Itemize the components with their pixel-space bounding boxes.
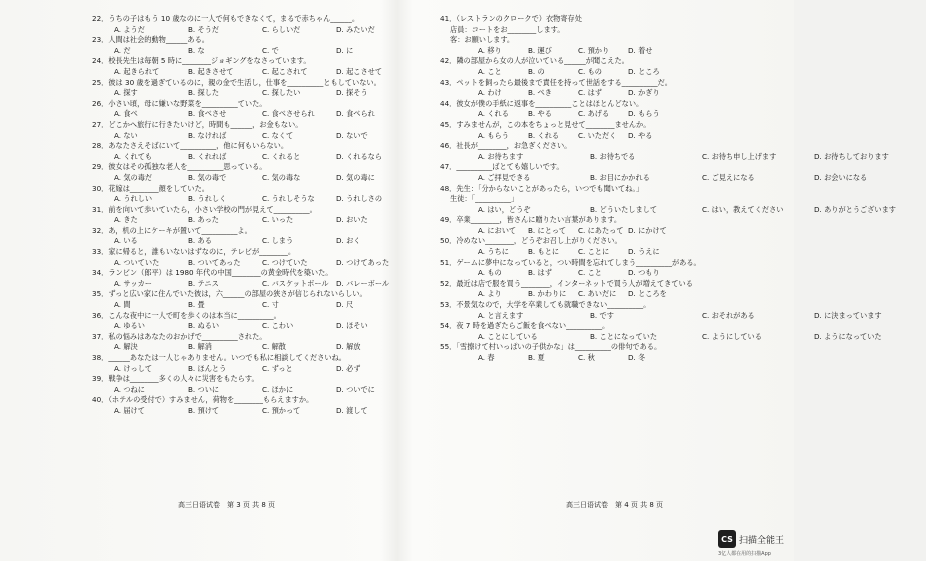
page-footer-right: 高三日语试卷 第 4 页 共 8 页 — [566, 501, 664, 509]
answer-option: A. くれても — [114, 151, 153, 161]
question-dialogue-line: 店員：コートをお________します。 — [450, 24, 565, 34]
answer-option: C. 秋 — [578, 353, 595, 362]
answer-option: B. ほんとう — [188, 363, 227, 373]
answer-option: C. 食べさせられ — [262, 109, 315, 119]
answer-option: C. つけていた — [262, 257, 308, 267]
answer-option: C. 気の毒な — [262, 172, 301, 182]
question-text: 41．（レストランのクロークで）衣物寄存处 — [440, 14, 582, 23]
answer-option: C. あいだに — [578, 289, 617, 299]
answer-option: B. 運び — [528, 45, 552, 55]
answer-option: A. 届けて — [114, 405, 145, 415]
answer-option: A. ゆるい — [114, 321, 145, 331]
answer-options — [92, 46, 410, 57]
question-dialogue-line: 客：お願いします。 — [450, 35, 515, 45]
answer-options — [440, 247, 702, 258]
answer-options — [440, 67, 702, 78]
answer-option: A. お待ちます — [478, 151, 524, 161]
question-text: 22．うちの子はもう 10 歳なのに一人で何もできなくて，まるで赤ちゃん______。 — [92, 14, 360, 23]
answer-option: C. うれしそうな — [262, 194, 315, 204]
answer-options — [92, 364, 410, 375]
answer-option: D. に — [336, 45, 354, 55]
answer-option: D. みたいだ — [336, 24, 375, 34]
answer-option: A. サッカー — [114, 278, 152, 288]
question-text: 48．先生：「分からないことがあったら，いつでも聞いてね。」 — [440, 183, 644, 193]
answer-option: D. お待ちしております — [814, 151, 889, 161]
question-text: 44．彼女が僕の手紙に返事を__________ことはほとんどない。 — [440, 98, 644, 108]
question-text: 27．どこかへ旅行に行きたいけど，時間も______，お金もない。 — [92, 119, 303, 129]
question-text: 33．家に帰ると，誰もいないはずなのに，テレビが________。 — [92, 247, 296, 257]
answer-option: C. くれると — [262, 151, 301, 161]
answer-option: D. くれるなら — [336, 151, 383, 161]
answer-option: A. 春 — [478, 353, 495, 362]
question-text: 40．（ホテルの受付で）すみません，荷物を________もらえますか。 — [92, 395, 314, 405]
answer-option: A. 解決 — [114, 342, 138, 352]
question-text: 36．こんな夜中に一人で町を歩くのは本当に__________。 — [92, 310, 281, 320]
answer-option: A. はい，どうぞ — [478, 204, 531, 214]
answer-options — [92, 25, 410, 36]
answer-option: B. ことになっていた — [590, 331, 658, 341]
question-text: 51．ゲームに夢中になっていると，つい時間を忘れてしまう__________がある。 — [440, 257, 701, 267]
answer-options — [440, 151, 889, 163]
answer-option: A. 移り — [478, 45, 502, 55]
question-text: 39．戦争は________多くの人々に災害をもたらす。 — [92, 374, 259, 384]
answer-option: D. ありがとうございます — [814, 204, 896, 214]
question-text: 35．ずっと広い家に住んでいた彼は，六______の部屋の狭さが信じられないらしい。 — [92, 289, 367, 299]
answer-option: B. くれれば — [188, 151, 227, 161]
answer-options — [92, 236, 410, 247]
answer-option: C. なくて — [262, 130, 294, 140]
answer-option: D. 尺 — [336, 300, 354, 310]
answer-options — [92, 300, 410, 311]
question-text: 34．ランビン（郎平）は 1980 年代の中国________の黄金時代を築いた。 — [92, 268, 333, 278]
answer-option: D. つもり — [628, 268, 660, 278]
answer-options — [92, 258, 410, 269]
answer-options — [92, 215, 410, 226]
answer-option: A. こと — [478, 66, 502, 76]
answer-option: B. 解消 — [188, 342, 212, 352]
answer-option: C. バスケットボール — [262, 278, 329, 288]
answer-option: B. もとに — [528, 247, 560, 257]
answer-option: A. 探す — [114, 88, 138, 98]
answer-option: A. 食べ — [114, 109, 138, 119]
question-text: 55．「雪擦けて村いっぱいの子供かな」は__________の俳句である。 — [440, 342, 662, 352]
answer-option: D. 渡して — [336, 405, 368, 415]
answer-option: C. にあたって — [578, 225, 624, 235]
answer-option: A. ようだ — [114, 24, 145, 34]
camscanner-watermark — [718, 530, 784, 548]
answer-option: A. もの — [478, 268, 502, 278]
answer-options — [92, 406, 410, 417]
answer-option: C. しまう — [262, 236, 294, 246]
answer-option: B. くれる — [528, 130, 560, 140]
answer-option: C. 起こされて — [262, 66, 308, 76]
answer-options — [440, 353, 702, 364]
answer-option: C. 預かり — [578, 45, 610, 55]
answer-option: D. バレーボール — [336, 278, 390, 288]
question-text: 23．人間は社会的動物______ある。 — [92, 35, 209, 45]
answer-option: B. な — [188, 45, 205, 55]
answer-options — [92, 342, 410, 353]
question-text: 47．__________ばとても嬉しいです。 — [440, 162, 564, 172]
answer-options — [440, 204, 896, 216]
answer-option: A. うれしい — [114, 194, 153, 204]
answer-option: C. こわい — [262, 321, 294, 331]
answer-options — [440, 310, 882, 322]
answer-options — [440, 331, 882, 343]
answer-options — [440, 289, 702, 300]
answer-options — [440, 131, 702, 142]
question-text: 46．社長が________，お急ぎください。 — [440, 141, 572, 151]
answer-option: D. 解放 — [336, 342, 361, 352]
answer-option: A. きた — [114, 215, 138, 225]
answer-option: A. くれる — [478, 109, 509, 119]
question-text: 43．ペットを飼ったら最後まで責任を持って世話をする__________だ。 — [440, 77, 672, 87]
question-text: 30．花嫁は________顔をしていた。 — [92, 183, 209, 193]
answer-option: C. はい，教えてください — [702, 204, 784, 214]
answer-options — [440, 268, 702, 279]
camscanner-name: 扫描全能王 — [739, 535, 785, 546]
answer-option: C. 預かって — [262, 405, 301, 415]
answer-option: C. あげる — [578, 109, 610, 119]
answer-options — [92, 88, 410, 99]
answer-option: A. と言えます — [478, 310, 524, 320]
answer-option: C. らしいだ — [262, 24, 301, 34]
answer-option: B. ぬるい — [188, 321, 220, 331]
answer-option: A. うちに — [478, 247, 509, 257]
answer-option: D. 必ず — [336, 363, 361, 373]
answer-option: A. より — [478, 289, 502, 299]
answer-option: C. で — [262, 45, 279, 55]
answer-option: C. 解散 — [262, 342, 286, 352]
answer-option: C. お待ち申し上げます — [702, 151, 777, 161]
answer-option: B. お目にかかれる — [590, 172, 650, 182]
answer-option: D. ところ — [628, 66, 660, 76]
answer-option: C. もの — [578, 66, 602, 76]
answer-option: C. こと — [578, 268, 602, 278]
question-dialogue-line: 生徒：「__________」 — [450, 194, 519, 204]
answer-option: C. ほかに — [262, 384, 294, 394]
answer-option: B. テニス — [188, 278, 219, 288]
answer-option: D. 着せ — [628, 45, 653, 55]
answer-option: C. ようにしている — [702, 331, 762, 341]
answer-option: A. 起きられて — [114, 66, 160, 76]
answer-option: B. ある — [188, 236, 212, 246]
answer-option: C. いただく — [578, 130, 617, 140]
answer-option: C. 探したい — [262, 88, 301, 98]
question-text: 50．冷めない________，どうぞお召し上がりください。 — [440, 236, 622, 246]
question-text: 54．夜 7 時を過ぎたらご飯を食べない__________。 — [440, 321, 610, 331]
question-text: 25．彼は 30 歳を過ぎているのに，親の金で生活し，仕事を__________ともしていない。 — [92, 77, 381, 87]
answer-option: B. かわりに — [528, 289, 567, 299]
answer-option: B. やる — [528, 109, 552, 119]
answer-options — [92, 131, 410, 142]
answer-option: D. ないで — [336, 130, 368, 140]
answer-option: C. 寸 — [262, 300, 279, 310]
camscanner-logo-icon: CS — [718, 530, 736, 548]
answer-option: D. やる — [628, 130, 653, 140]
answer-option: C. ことに — [578, 247, 610, 257]
answer-option: D. 気の毒に — [336, 172, 375, 182]
answer-options — [92, 279, 410, 290]
answer-option: B. 食べさせ — [188, 109, 227, 119]
question-text: 49．卒業________，皆さんに贈りたい言葉があります。 — [440, 215, 622, 225]
answer-option: C. いった — [262, 215, 294, 225]
answer-option: A. だ — [114, 45, 131, 55]
answer-option: A. わけ — [478, 88, 502, 98]
answer-option: A. 間 — [114, 300, 131, 310]
answer-options — [440, 226, 702, 237]
question-text: 53．不景気なので，大学を卒業しても就職できない__________。 — [440, 300, 651, 310]
question-text: 37．私の悩みはあなたのおかげで__________された。 — [92, 331, 267, 341]
answer-option: A. において — [478, 225, 517, 235]
answer-option: B. べき — [528, 88, 552, 98]
answer-option: A. ことにしている — [478, 331, 538, 341]
answer-option: D. つけてあった — [336, 257, 390, 267]
answer-option: A. けっして — [114, 363, 153, 373]
answer-option: D. おいた — [336, 215, 368, 225]
answer-option: B. そうだ — [188, 24, 220, 34]
question-text: 28．あなたさえそばにいて__________，他に何もいらない。 — [92, 141, 289, 151]
answer-option: D. もらう — [628, 109, 660, 119]
answer-option: D. おく — [336, 236, 361, 246]
answer-options — [440, 88, 702, 99]
answer-option: A. ない — [114, 130, 138, 140]
question-text: 32．あ，机の上にケーキが置いて__________よ。 — [92, 225, 252, 235]
question-text: 45．すみませんが，この本をちょっと見せて________ませんか。 — [440, 119, 651, 129]
answer-option: D. ところを — [628, 289, 667, 299]
answer-option: D. お会いになる — [814, 172, 868, 182]
answer-option: B. 起きさせて — [188, 66, 234, 76]
answer-options — [440, 172, 868, 184]
answer-option: B. どういたしまして — [590, 204, 658, 214]
answer-option: B. の — [528, 66, 545, 76]
answer-option: B. ついに — [188, 384, 220, 394]
answer-options — [440, 109, 702, 120]
question-text: 38．______あなたは一人じゃありません。いつでも私に相談してくださいね。 — [92, 353, 346, 362]
answer-option: B. 気の毒で — [188, 172, 227, 182]
answer-option: B. 探した — [188, 88, 220, 98]
question-text: 52．最近は店で服を買う________，インターネットで買う人が増えてきている — [440, 278, 693, 288]
answer-option: B. 夏 — [528, 353, 545, 362]
answer-option: C. おそれがある — [702, 310, 755, 320]
answer-option: D. 探そう — [336, 88, 368, 98]
answer-option: A. もらう — [478, 130, 509, 140]
answer-option: D. 起こさせて — [336, 66, 383, 76]
question-text: 31．前を向いて歩いていたら，小さい学校の門が見えて__________。 — [92, 204, 317, 214]
answer-option: D. ほそい — [336, 321, 368, 331]
answer-option: B. お待ちでる — [590, 151, 636, 161]
answer-option: B. あった — [188, 215, 219, 225]
answer-option: B. です — [590, 310, 614, 320]
answer-option: D. うれしさの — [336, 194, 383, 204]
answer-option: D. に決まっています — [814, 310, 882, 320]
answer-options — [92, 321, 410, 332]
answer-option: B. 預けて — [188, 405, 220, 415]
answer-option: A. ついていた — [114, 257, 160, 267]
answer-option: B. なければ — [188, 130, 227, 140]
question-text: 26．小さい頃，母に嫌いな野菜を__________ていた。 — [92, 98, 267, 108]
answer-option: B. ついてあった — [188, 257, 241, 267]
camscanner-tagline: 3亿人都在用的扫描App — [718, 551, 771, 557]
answer-options — [92, 385, 410, 396]
answer-option: D. 冬 — [628, 353, 646, 362]
answer-option: C. ご見えになる — [702, 172, 755, 182]
answer-options — [92, 173, 410, 184]
question-text: 24．校長先生は毎朝 5 時に________ジョギングをなさっています。 — [92, 56, 311, 66]
answer-option: B. にとって — [528, 225, 567, 235]
left-page-questions — [92, 14, 410, 417]
page-footer-left: 高三日语试卷 第 3 页 共 8 页 — [178, 501, 276, 509]
answer-option: D. 食べられ — [336, 109, 375, 119]
answer-option: A. つねに — [114, 384, 145, 394]
answer-option: C. はず — [578, 88, 602, 98]
answer-option: A. 気の毒だ — [114, 172, 153, 182]
right-page-questions — [440, 14, 896, 364]
answer-option: A. いる — [114, 236, 138, 246]
answer-options — [440, 46, 702, 57]
question-text: 42．隣の部屋から女の人が泣いている______が聞こえた。 — [440, 56, 629, 66]
answer-options — [92, 194, 410, 205]
answer-option: D. ついでに — [336, 384, 375, 394]
answer-options — [92, 67, 410, 78]
answer-option: D. ようになっていた — [814, 331, 882, 341]
answer-options — [92, 109, 410, 120]
answer-option: D. うえに — [628, 247, 660, 257]
question-text: 29．彼女はその孤独な老人を__________思っている。 — [92, 162, 267, 172]
answer-option: B. うれしく — [188, 194, 227, 204]
answer-option: D. にかけて — [628, 225, 667, 235]
answer-option: C. ずっと — [262, 363, 293, 373]
answer-options — [92, 152, 410, 163]
answer-option: B. 畳 — [188, 300, 205, 310]
answer-option: B. はず — [528, 268, 552, 278]
answer-option: A. ご拝見できる — [478, 172, 531, 182]
answer-option: D. かぎり — [628, 88, 660, 98]
